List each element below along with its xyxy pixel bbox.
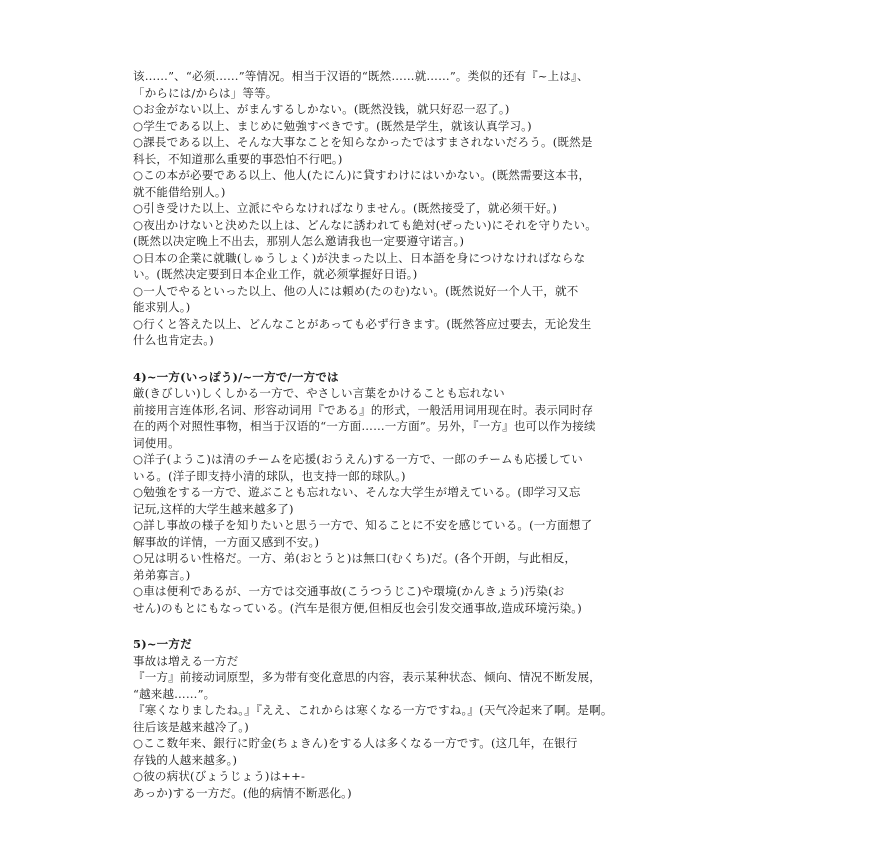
document-body	[133, 68, 745, 801]
example-line: ○この本が必要である以上、他人(たにん)に貸すわけにはいかない。(既然需要这本书，	[133, 168, 591, 182]
example-line: あっか)する一方だ。(他的病情不断恶化。)	[133, 785, 352, 800]
example-line: 科长，不知道那么重要的事恐怕不行吧。)	[133, 151, 343, 166]
example-line: 往后该是越来越冷了。)	[133, 719, 249, 734]
example-line: 就不能借给别人。)	[133, 184, 226, 199]
text-line: 『一方』前接动词原型，多为带有变化意思的内容，表示某种状态、倾向、情况不断发展，	[133, 670, 601, 684]
example-line: ○勉強をする一方で、遊ぶことも忘れない、そんな大学生が増えている。(即学习又忘	[133, 485, 581, 499]
section-gap	[133, 616, 745, 636]
example-line: 能求别人。)	[133, 300, 191, 314]
example-line: ○兄は明るい性格だ。一方、弟(おとうと)は無口(むくち)だ。(各个开朗，与此相反，	[133, 551, 577, 565]
example-line: ○洋子(ようこ)は清のチームを応援(おうえん)する一方で、一郎のチームも応援してい	[133, 452, 583, 466]
section-5-heading: 5)~一方だ	[133, 637, 192, 651]
text-line: 该……”、“必须……”等情况。相当于汉语的“既然……就……”。类似的还有『~上は』、	[133, 69, 589, 83]
section-3-tail	[133, 68, 745, 349]
example-line: ○詳し事故の様子を知りたいと思う一方で、知ることに不安を感じている。(一方面想了	[133, 518, 593, 532]
example-line: ○お金がない以上、がまんするしかない。(既然没钱，就只好忍一忍了。)	[133, 102, 510, 116]
example-line: 『寒くなりましたね。』『ええ、これからは寒くなる一方ですね。』(天气冷起来了啊。是啊。	[133, 703, 613, 717]
section-5	[133, 636, 745, 801]
example-line: せん)のもとにもなっている。(汽车是很方便,但相反也会引发交通事故,造成环境污染。)	[133, 600, 582, 615]
example-line: いる。(洋子即支持小清的球队，也支持一郎的球队。)	[133, 468, 406, 483]
example-line: ○夜出かけないと決めた以上は、どんなに誘われても絶対(ぜったい)にそれを守りたい。	[133, 217, 597, 232]
text-line: 事故は増える一方だ	[133, 653, 239, 668]
example-line: 解事故的详情，一方面又感到不安。)	[133, 534, 320, 549]
example-line: ○学生である以上、まじめに勉強すべきです。(既然是学生，就该认真学习。)	[133, 118, 532, 133]
example-line: ○引き受けた以上、立派にやらなければなりません。(既然接受了，就必须干好。)	[133, 201, 558, 215]
example-line: ○日本の企業に就職(しゅうしょく)が決まった以上、日本語を身につけなければならな	[133, 250, 586, 265]
example-line: 存钱的人越来越多。)	[133, 752, 238, 767]
section-gap	[133, 349, 745, 369]
example-line: ○彼の病状(びょうじょう)は++-	[133, 769, 306, 783]
text-line: 词使用。	[133, 435, 180, 450]
example-line: ○一人でやるといった以上、他の人には頼め(たのむ)ない。(既然说好一个人干，就不	[133, 283, 579, 298]
example-line: 什么也肯定去。)	[133, 333, 214, 347]
text-line: 前接用言连体形,名词、形容动词用『である』的形式，一般活用词用现在时。表示同时存	[133, 402, 594, 417]
example-line: ○行くと答えた以上、どんなことがあっても必ず行きます。(既然答应过要去，无论发生	[133, 316, 592, 331]
section-4-heading: 4)~一方(いっぽう)/~一方で/一方では	[133, 369, 339, 384]
section-4	[133, 369, 745, 617]
example-line: 记玩,这样的大学生越来越多了)	[133, 501, 294, 516]
text-line: “越来越……”。	[133, 686, 216, 701]
example-line: い。(既然决定要到日本企业工作，就必须掌握好日语。)	[133, 267, 418, 281]
example-line: 弟弟寡言。)	[133, 567, 191, 582]
text-line: 厳(きびしい)しくしかる一方で、やさしい言葉をかけることも忘れない	[133, 386, 505, 400]
example-line: ○車は便利であるが、一方では交通事故(こうつうじこ)や環境(かんきょう)汚染(お	[133, 584, 565, 598]
example-line: (既然以决定晚上不出去，那别人怎么邀请我也一定要遵守诺言。)	[133, 234, 465, 248]
text-line: 在的两个对照性事物，相当于汉语的“一方面……一方面”。另外，『一方』也可以作为接续	[133, 419, 596, 433]
example-line: ○ここ数年来、銀行に貯金(ちょきん)をする人は多くなる一方です。(这几年，在银行	[133, 736, 578, 750]
text-line: 「からには/からは」等等。	[133, 85, 278, 100]
example-line: ○課長である以上、そんな大事なことを知らなかったではすまされないだろう。(既然是	[133, 135, 593, 149]
